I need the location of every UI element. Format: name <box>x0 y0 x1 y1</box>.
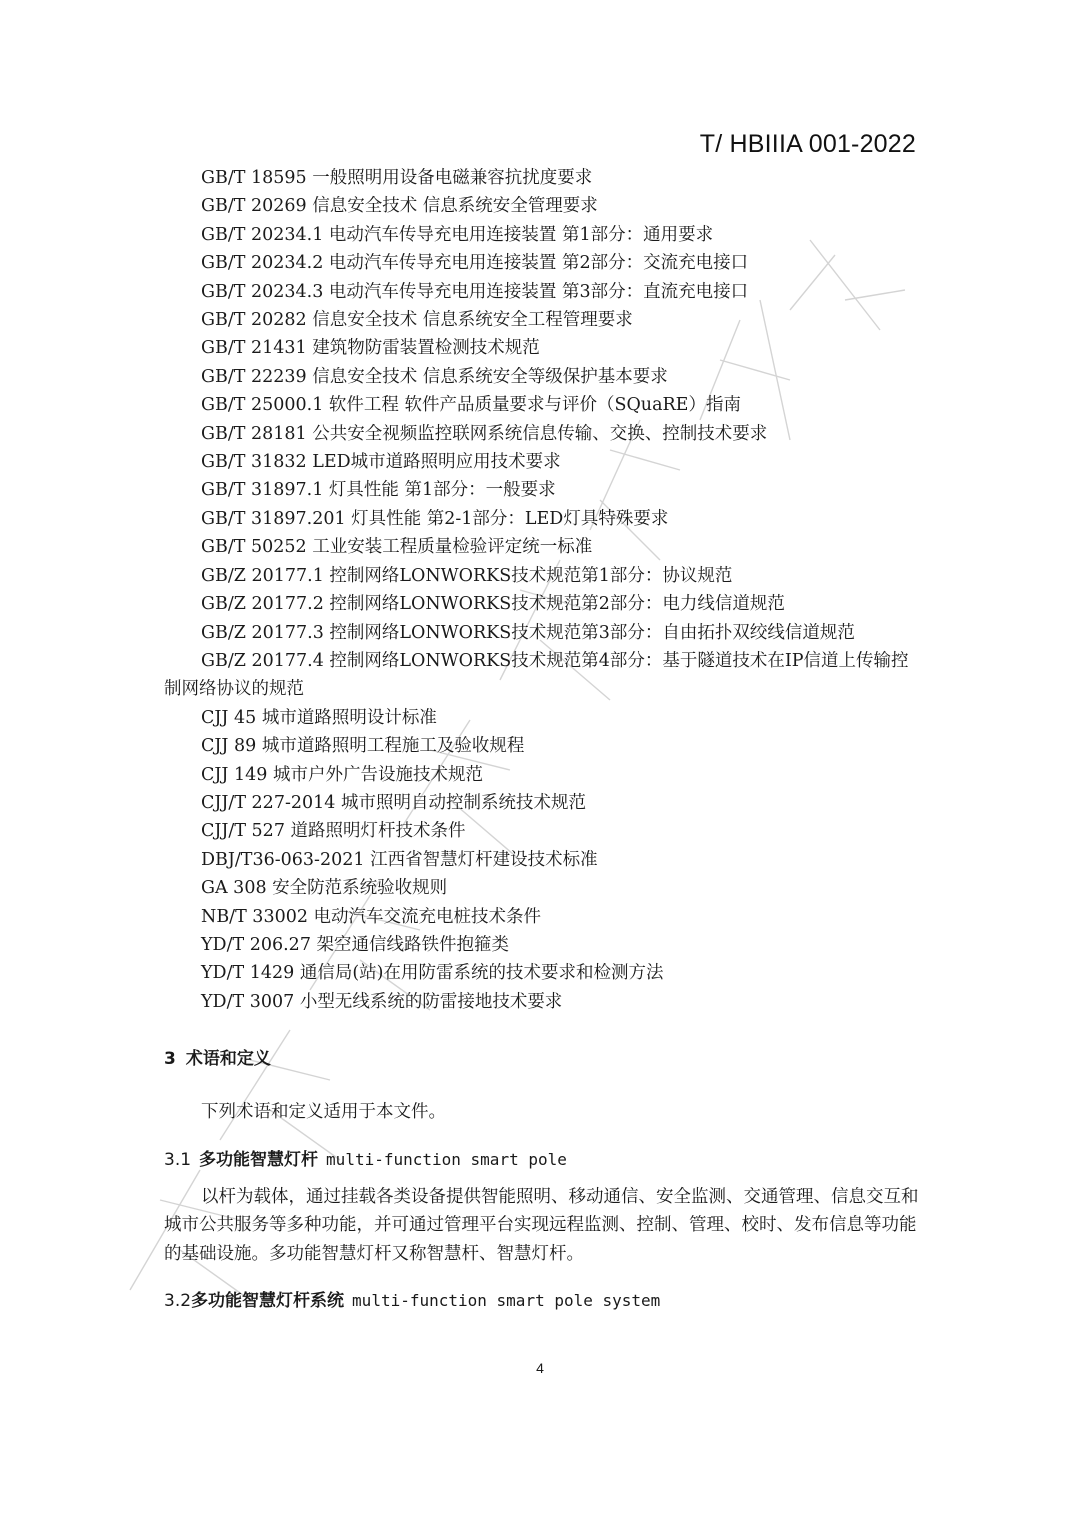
term-number: 3.1 <box>164 1150 192 1170</box>
page-number: 4 <box>536 1360 544 1376</box>
reference-item: GB/T 31897.201 灯具性能 第2-1部分：LED灯具特殊要求 <box>201 508 669 529</box>
reference-item: GA 308 安全防范系统验收规则 <box>201 878 448 899</box>
reference-item: GB/T 31832 LED城市道路照明应用技术要求 <box>201 452 561 473</box>
term-chinese: 多功能智慧灯杆系统 <box>191 1291 345 1311</box>
section-heading-3 <box>164 1044 271 1069</box>
reference-item: CJJ/T 527 道路照明灯杆技术条件 <box>201 821 466 842</box>
reference-item: GB/T 31897.1 灯具性能 第1部分：一般要求 <box>201 480 556 501</box>
reference-item: GB/T 20282 信息安全技术 信息系统安全工程管理要求 <box>201 310 633 331</box>
reference-item: CJJ 45 城市道路照明设计标准 <box>201 707 437 728</box>
reference-item: CJJ 89 城市道路照明工程施工及验收规程 <box>201 736 525 757</box>
term-definition: 以杆为载体，通过挂载各类设备提供智能照明、移动通信、安全监测、交通管理、信息交互和城市公共服务等多种功能，并可通过管理平台实现远程监测、控制、管理、校时、发布信息等功能的基础设施。多功能智慧灯杆又称智慧杆、智慧灯杆。 <box>164 1187 919 1264</box>
section-title: 术语和定义 <box>185 1049 271 1069</box>
term-heading-3-1 <box>164 1145 567 1170</box>
reference-item: GB/T 20234.2 电动汽车传导充电用连接装置 第2部分：交流充电接口 <box>201 253 749 274</box>
reference-item: GB/T 25000.1 软件工程 软件产品质量要求与评价（SQuaRE）指南 <box>201 395 741 416</box>
reference-item: CJJ/T 227-2014 城市照明自动控制系统技术规范 <box>201 792 586 813</box>
reference-item: YD/T 3007 小型无线系统的防雷接地技术要求 <box>201 991 563 1012</box>
reference-item: DBJ/T36-063-2021 江西省智慧灯杆建设技术标准 <box>201 849 598 870</box>
reference-item: GB/Z 20177.3 控制网络LONWORKS技术规范第3部分：自由拓扑双绞线信道规范 <box>201 622 855 643</box>
term-chinese: 多功能智慧灯杆 <box>199 1150 319 1170</box>
term-heading-3-2 <box>164 1286 660 1311</box>
section-intro: 下列术语和定义适用于本文件。 <box>201 1102 446 1122</box>
reference-item: CJJ 149 城市户外广告设施技术规范 <box>201 764 483 785</box>
standard-code: T/ HBIIIA 001-2022 <box>699 130 916 158</box>
reference-item: GB/T 18595 一般照明用设备电磁兼容抗扰度要求 <box>201 168 593 188</box>
reference-item: GB/T 50252 工业安装工程质量检验评定统一标准 <box>201 537 593 558</box>
reference-item: YD/T 1429 通信局(站)在用防雷系统的技术要求和检测方法 <box>201 963 664 984</box>
reference-item: GB/Z 20177.1 控制网络LONWORKS技术规范第1部分：协议规范 <box>201 565 733 586</box>
reference-item: GB/T 20234.1 电动汽车传导充电用连接装置 第1部分：通用要求 <box>201 224 714 245</box>
section-number: 3 <box>164 1049 176 1069</box>
reference-item: GB/T 21431 建筑物防雷装置检测技术规范 <box>201 338 540 359</box>
reference-item: GB/T 20269 信息安全技术 信息系统安全管理要求 <box>201 196 598 217</box>
reference-item: GB/T 22239 信息安全技术 信息系统安全等级保护基本要求 <box>201 366 668 387</box>
reference-item: NB/T 33002 电动汽车交流充电桩技术条件 <box>201 906 542 927</box>
reference-item: GB/T 20234.3 电动汽车传导充电用连接装置 第3部分：直流充电接口 <box>201 281 749 302</box>
term-english: multi-function smart pole <box>326 1150 567 1169</box>
normative-references-list <box>164 164 924 1016</box>
reference-item: GB/T 28181 公共安全视频监控联网系统信息传输、交换、控制技术要求 <box>201 423 768 444</box>
reference-item: GB/Z 20177.4 控制网络LONWORKS技术规范第4部分：基于隧道技术在IP信道上传输控制网络协议的规范 <box>164 650 909 700</box>
reference-item: GB/Z 20177.2 控制网络LONWORKS技术规范第2部分：电力线信道规范 <box>201 594 785 615</box>
term-english: multi-function smart pole system <box>352 1291 661 1310</box>
reference-item: YD/T 206.27 架空通信线路铁件抱箍类 <box>201 934 510 955</box>
term-number: 3.2 <box>164 1291 192 1311</box>
